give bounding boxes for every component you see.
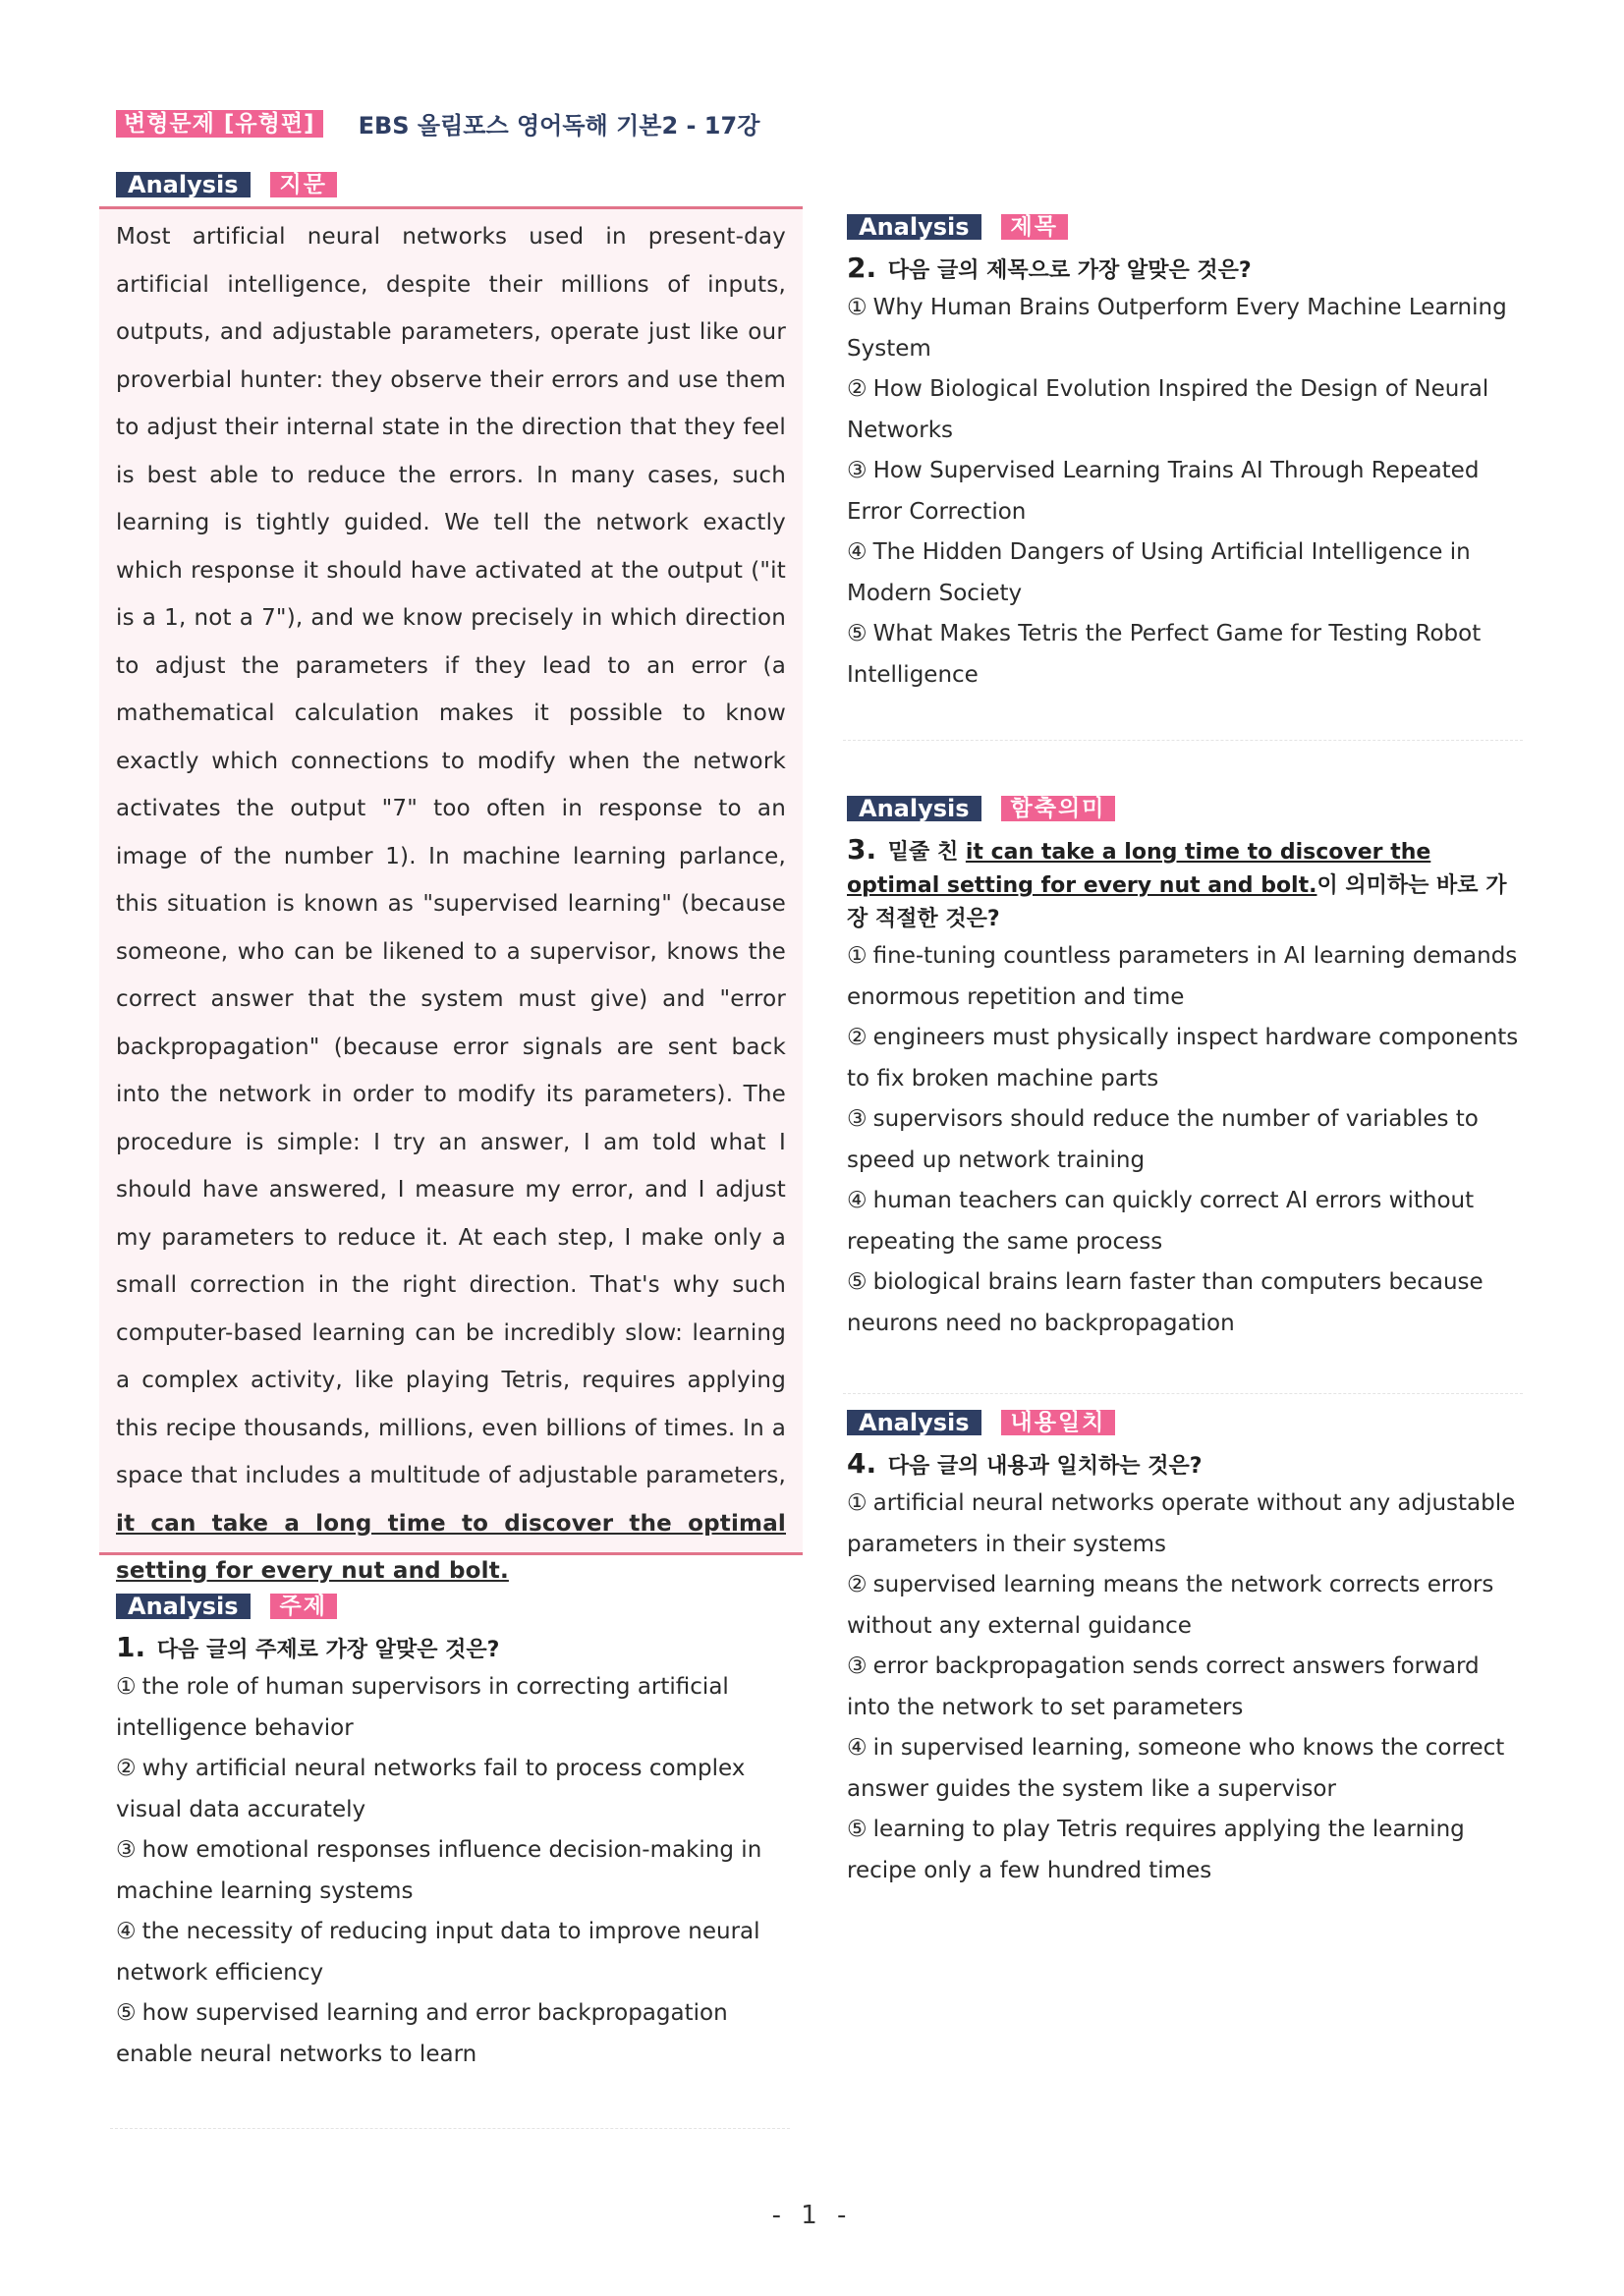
option-text: how supervised learning and error backpropagation enable neural networks to learn <box>116 2000 728 2067</box>
analysis-badge: Analysis <box>847 1410 981 1435</box>
option-item[interactable] <box>116 1912 804 1993</box>
header-title: EBS 올림포스 영어독해 기본2 - 17강 <box>358 112 760 140</box>
option-number: ⑤ <box>847 1269 868 1295</box>
option-number: ⑤ <box>116 2000 137 2026</box>
option-number: ③ <box>116 1837 137 1863</box>
q3-label: 함축의미 <box>1001 796 1116 821</box>
option-item[interactable] <box>847 1262 1525 1344</box>
option-number: ③ <box>847 458 868 483</box>
analysis-badge: Analysis <box>116 172 251 197</box>
option-number: ② <box>847 376 868 402</box>
divider <box>110 2128 790 2129</box>
option-number: ⑤ <box>847 1817 868 1842</box>
question-4 <box>847 1410 1525 1891</box>
option-number: ⑤ <box>847 621 868 646</box>
option-item[interactable] <box>847 1565 1525 1647</box>
q4-label-row <box>847 1410 1525 1435</box>
q3-question-prefix: 밑줄 친 <box>887 840 959 865</box>
option-item[interactable] <box>116 1830 804 1912</box>
option-item[interactable] <box>847 369 1525 451</box>
analysis-badge: Analysis <box>116 1594 251 1619</box>
q3-label-row <box>847 796 1525 821</box>
q1-label-row <box>116 1594 804 1619</box>
option-item[interactable] <box>847 1484 1525 1565</box>
option-item[interactable] <box>847 532 1525 614</box>
option-item[interactable] <box>847 288 1525 369</box>
q2-title <box>847 252 1525 288</box>
option-text: error backpropagation sends correct answers forward into the network to set parameters <box>847 1653 1480 1720</box>
option-text: supervised learning means the network corrects errors without any external guidance <box>847 1572 1494 1639</box>
option-text: What Makes Tetris the Perfect Game for Testing Robot Intelligence <box>847 621 1482 688</box>
passage-text <box>116 213 786 1596</box>
q1-title <box>116 1631 804 1667</box>
option-text: the role of human supervisors in correcting artificial intelligence behavior <box>116 1674 729 1741</box>
passage-label: 지문 <box>270 172 337 197</box>
option-text: The Hidden Dangers of Using Artificial Intelligence in Modern Society <box>847 539 1471 606</box>
page-number: - 1 - <box>771 2201 853 2230</box>
option-item[interactable] <box>847 1181 1525 1262</box>
option-text: human teachers can quickly correct AI errors without repeating the same process <box>847 1188 1475 1255</box>
option-text: Why Human Brains Outperform Every Machine Learning System <box>847 295 1507 362</box>
q2-label-row <box>847 214 1525 240</box>
option-item[interactable] <box>116 1667 804 1749</box>
option-item[interactable] <box>847 936 1525 1018</box>
header-tag: 변형문제 [유형편] <box>116 110 323 138</box>
q3-question-suffix: 이 의미하는 바로 가장 적절한 것은? <box>847 873 1507 931</box>
option-number: ③ <box>847 1106 868 1132</box>
option-text: How Supervised Learning Trains AI Through Repeated Error Correction <box>847 458 1480 525</box>
option-number: ④ <box>847 1188 868 1213</box>
option-item[interactable] <box>847 1099 1525 1181</box>
q4-options <box>847 1484 1525 1891</box>
option-text: engineers must physically inspect hardware components to fix broken machine parts <box>847 1025 1519 1092</box>
q2-label: 제목 <box>1001 214 1068 240</box>
option-number: ④ <box>116 1919 137 1944</box>
option-item[interactable] <box>116 1993 804 2075</box>
option-number: ④ <box>847 1735 868 1761</box>
q3-options <box>847 936 1525 1344</box>
question-3 <box>847 796 1525 1344</box>
option-item[interactable] <box>116 1749 804 1830</box>
q4-number: 4. <box>847 1447 877 1480</box>
page-header <box>116 106 759 140</box>
q4-question: 다음 글의 내용과 일치하는 것은? <box>887 1454 1203 1479</box>
option-number: ② <box>116 1756 137 1781</box>
q3-title <box>847 833 1525 936</box>
option-number: ② <box>847 1572 868 1597</box>
q1-question: 다음 글의 주제로 가장 알맞은 것은? <box>156 1638 500 1662</box>
passage-label-row <box>116 172 337 197</box>
passage-underlined: it can take a long time to discover the optimal setting for every nut and bolt. <box>116 1510 786 1584</box>
analysis-badge: Analysis <box>847 796 981 821</box>
option-text: How Biological Evolution Inspired the Design of Neural Networks <box>847 376 1489 443</box>
divider <box>843 740 1523 741</box>
option-item[interactable] <box>847 1728 1525 1810</box>
q4-title <box>847 1447 1525 1484</box>
q3-question-underlined: it can take a long time to discover the optimal setting for every nut and bolt. <box>847 840 1431 898</box>
q2-question: 다음 글의 제목으로 가장 알맞은 것은? <box>887 258 1252 283</box>
passage-box <box>99 206 803 1584</box>
q2-options <box>847 288 1525 696</box>
question-2 <box>847 214 1525 696</box>
passage-body: Most artificial neural networks used in present-day artificial intelligence, despite their millions of inputs, outputs, and adjustable parameters, operate just like our proverbial hunter: they observe their errors and use them to adjust their internal state in the direction that they feel is best able to reduce the errors. In many cases, such learning is tightly guided. We tell the network exactly which response it should have activated at the output ("it is a 1, not a 7"), and we know precisely in which direction to adjust the parameters if they lead to an error (a mathematical calculation makes it possible to know exactly which connections to modify when the network activates the output "7" too often in response to an image of the number 1). In machine learning parlance, this situation is known as "supervised learning" (because someone, who can be likened to a supervisor, knows the correct answer that the system must give) and "error backpropagation" (because error signals are sent back into the network in order to modify its parameters). The procedure is simple: I try an answer, I am told what I should have answered, I measure my error, and I adjust my parameters to reduce it. At each step, I make only a small correction in the right direction. That's why such computer-based learning can be incredibly slow: learning a complex activity, like playing Tetris, requires applying this recipe thousands, millions, even billions of times. In a space that includes a multitude of adjustable parameters, <box>116 224 786 1488</box>
option-text: learning to play Tetris requires applying the learning recipe only a few hundred times <box>847 1817 1465 1883</box>
q3-number: 3. <box>847 833 877 866</box>
option-text: fine-tuning countless parameters in AI learning demands enormous repetition and time <box>847 943 1518 1010</box>
q1-label: 주제 <box>270 1594 337 1619</box>
option-text: why artificial neural networks fail to process complex visual data accurately <box>116 1756 746 1822</box>
q1-options <box>116 1667 804 2075</box>
option-item[interactable] <box>847 451 1525 532</box>
option-item[interactable] <box>847 1647 1525 1728</box>
option-item[interactable] <box>847 614 1525 696</box>
option-number: ④ <box>847 539 868 565</box>
option-number: ① <box>847 1490 868 1516</box>
analysis-badge: Analysis <box>847 214 981 240</box>
option-number: ② <box>847 1025 868 1050</box>
option-text: artificial neural networks operate without any adjustable parameters in their systems <box>847 1490 1516 1557</box>
option-text: how emotional responses influence decision-making in machine learning systems <box>116 1837 762 1904</box>
question-1 <box>116 1594 804 2075</box>
option-text: supervisors should reduce the number of variables to speed up network training <box>847 1106 1479 1173</box>
q4-label: 내용일치 <box>1001 1410 1116 1435</box>
option-item[interactable] <box>847 1810 1525 1891</box>
option-number: ① <box>116 1674 137 1700</box>
option-text: the necessity of reducing input data to improve neural network efficiency <box>116 1919 760 1986</box>
option-number: ③ <box>847 1653 868 1679</box>
option-item[interactable] <box>847 1018 1525 1099</box>
option-number: ① <box>847 943 868 969</box>
q2-number: 2. <box>847 252 877 284</box>
q1-number: 1. <box>116 1631 146 1663</box>
option-number: ① <box>847 295 868 320</box>
option-text: biological brains learn faster than computers because neurons need no backpropagation <box>847 1269 1484 1336</box>
divider <box>843 1393 1523 1394</box>
option-text: in supervised learning, someone who knows the correct answer guides the system like a supervisor <box>847 1735 1505 1802</box>
